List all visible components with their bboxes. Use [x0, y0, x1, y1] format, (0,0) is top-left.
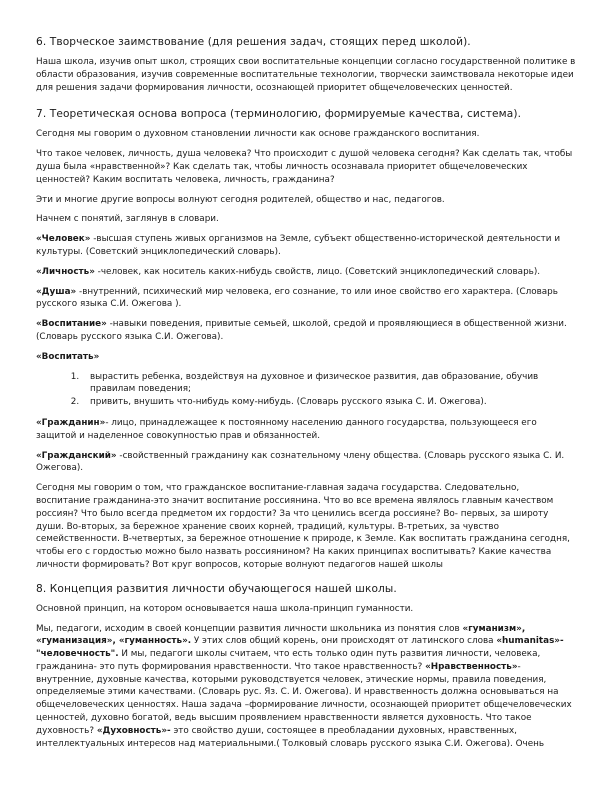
- definition-text: - лицо, принадлежащее к постоянному населению данного государства, пользующееся его защитой и наделенное совокупностью прав и обязанностей.: [36, 417, 537, 441]
- keyword: «Духовность»-: [96, 725, 171, 736]
- keyword: «humanitas»-: [496, 636, 564, 647]
- list-item: 1. вырастить ребенка, воздействуя на духовное и физическое развития, дав образование, обучив правилам поведения;: [82, 371, 576, 397]
- section-7-dictionaries: Начнем с понятий, заглянув в словари.: [36, 214, 219, 225]
- definition-text: -человек, как носитель каких-нибудь свойств, лицо. (Советский энциклопедический словарь).: [94, 266, 541, 277]
- definition-text: -внутренний, психический мир человека, его сознание, то или иное свойство его характера. (Словарь русского языка С.И. Ожегова ).: [36, 286, 558, 310]
- list-item: 2. привить, внушить что-нибудь кому-нибудь. (Словарь русского языка С. И. Ожегова).: [82, 396, 576, 409]
- section-8-title: 8. Концепция развития личности обучающегося нашей школы.: [36, 582, 397, 595]
- text-run: И мы, педагоги школы считаем, что есть только один путь развития личности, человека, гражданина- это путь формирования нравственности. Что такое нравственность?: [36, 649, 541, 672]
- definition-chelovek: [36, 233, 576, 259]
- definition-vospitat-term: [36, 351, 576, 364]
- section-7-title: 7. Теоретическая основа вопроса (терминологию, формируемые качества, система).: [36, 108, 522, 121]
- section-8-principle: Основной принцип, на котором основывается наша школа-принцип гуманности.: [36, 603, 414, 614]
- definition-lichnost: [36, 266, 576, 279]
- section-6-paragraph: Наша школа, изучив опыт школ, строящих свои воспитательные концепции согласно государственной политике в области образования, изучив современные воспитательные технологии, творчески заимствовала некоторые идеи для решения задачи формирования личности, осознающей приоритет общечеловеческих ценностей.: [36, 57, 576, 93]
- section-6-title: 6. Творческое заимствование (для решения задач, стоящих перед школой).: [36, 36, 471, 48]
- section-7-civic-education: Сегодня мы говорим о том, что гражданское воспитание-главная задача государства. Следовательно, воспитание гражданина-это значит воспитание россиянина. Что во все времена являлось главным качеством россиян? Что было всегда предметом их гордости? За что ценились всегда россияне? Во- первых, за широту души. Во-вторых, за бережное хранение своих корней, традиций, культуры. В-третьих, за чувство семейственности. В-четвертых, за бережное отношение к природе, к Земле. Как воспитать гражданина сегодня, чтобы его с гордостью можно было назвать россиянином? На каких принципах воспитывать? Какие качества личности формировать? Вот круг вопросов, которые волнуют педагогов нашей школы: [36, 483, 570, 570]
- definition-text: -высшая ступень живых организмов на Земле, субъект общественно-исторической деятельности и культуры. (Советский энциклопедический словарь).: [36, 234, 561, 257]
- text-run: это свойство души, состоящее в преобладании духовных, нравственных, интеллектуальных интересов над материальными.( Толковый словарь русского языка С.И. Ожегова). Очень: [36, 725, 545, 749]
- definition-vospitanie: [36, 318, 576, 344]
- keyword: «Нравственность»: [425, 661, 518, 672]
- definition-term: «Душа»: [36, 286, 77, 297]
- vospitat-list: [36, 371, 576, 409]
- definition-term: «Человек»: [36, 234, 91, 245]
- definition-term: «Личность»: [36, 266, 95, 277]
- section-8-concept: [36, 623, 576, 751]
- keyword: «гуманизм»,: [462, 623, 526, 634]
- definition-dusha: [36, 286, 576, 312]
- text-run: - внутренние, духовные качества, которыми руководствуется человек, этические нормы, правила поведения, определяемые этими качествами. (Словарь рус. Яз. С. И. Ожегова). И нравственность должна основываться на общечеловеческих ценностях. Наша задача –формирование личности, осознающей приоритет общечеловеческих ценностей, духовно богатой, ведь высшим проявлением нравственности является духовность. Что такое духовность?: [36, 661, 572, 736]
- section-7-questions: Что такое человек, личность, душа человека? Что происходит с душой человека сегодня? Как сделать так, чтобы душа была «нравственной»? Как сделать так, чтобы личность осознавала приоритет общечеловеческих ценностей? Каким воспитать человека, личность, гражданина?: [36, 149, 573, 185]
- definition-term: «Гражданский»: [36, 450, 117, 461]
- definition-grazhdanin: [36, 417, 576, 443]
- definition-term: «Гражданин»: [36, 417, 106, 428]
- keyword: "человечность".: [36, 649, 119, 660]
- keyword: «гуманизация», «гуманность».: [36, 636, 192, 647]
- definition-grazhdanskiy: [36, 450, 576, 476]
- definition-term: «Воспитание»: [36, 319, 107, 330]
- definition-text: -навыки поведения, привитые семьей, школой, средой и проявляющиеся в общественной жизни. (Словарь русского языка С.И. Ожегова).: [36, 319, 567, 342]
- definition-text: -свойственный гражданину как сознательному члену общества. (Словарь русского языка С. И. Ожегова).: [36, 450, 565, 474]
- section-7-concerns: Эти и многие другие вопросы волнуют сегодня родителей, общество и нас, педагогов.: [36, 194, 445, 205]
- section-7-intro: Сегодня мы говорим о духовном становлении личности как основе гражданского воспитания.: [36, 129, 480, 140]
- text-run: У этих слов общий корень, они происходят от латинского слова: [191, 636, 497, 647]
- text-run: Мы, педагоги, исходим в своей концепции развития личности школьника из понятия слов: [36, 623, 463, 634]
- definition-term: «Воспитать»: [36, 351, 100, 362]
